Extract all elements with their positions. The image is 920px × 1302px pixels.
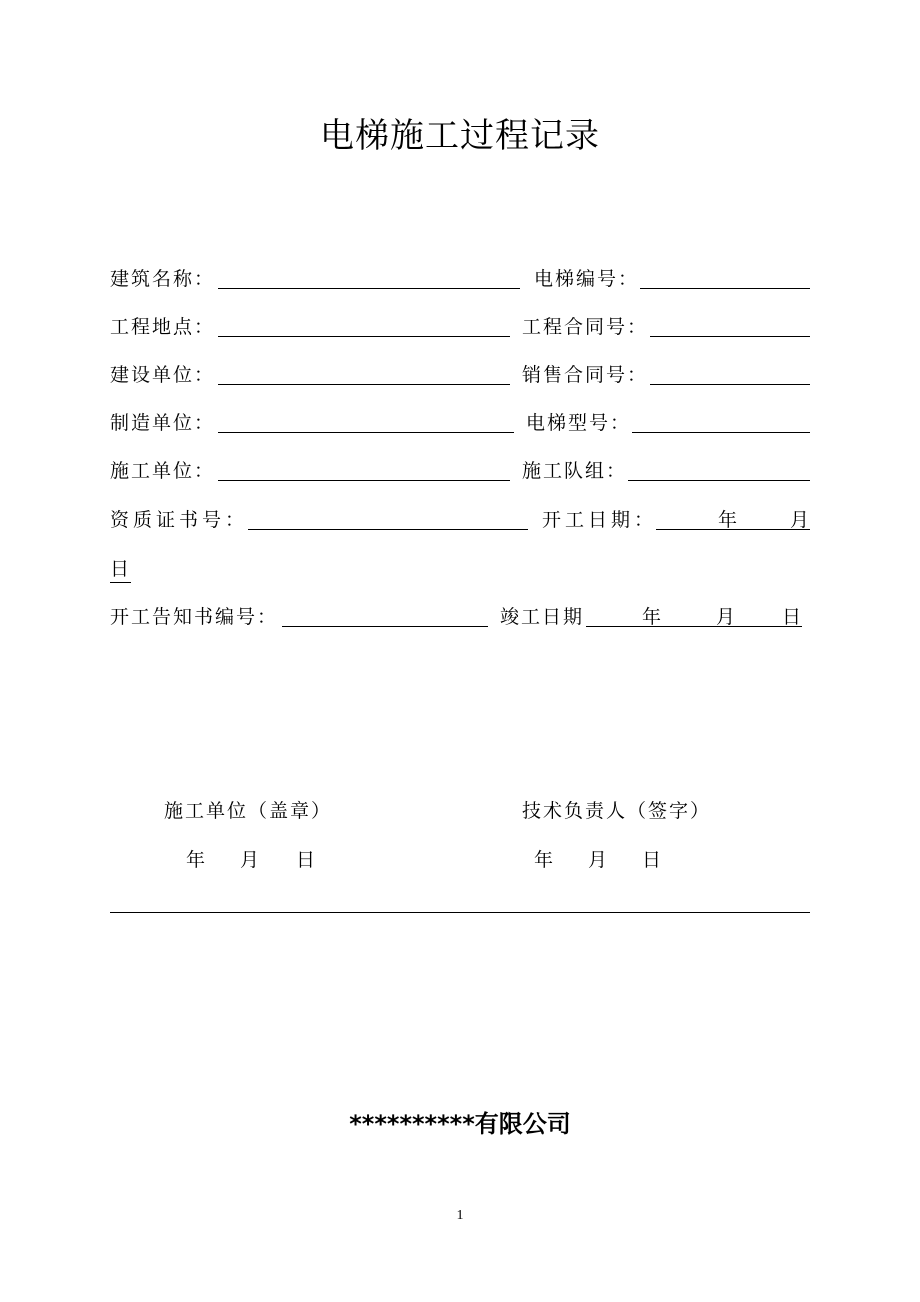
elevator-model-label: 电梯型号：	[526, 412, 632, 434]
qualification-label: 资质证书号：	[110, 509, 249, 531]
form-row-manufacturer	[110, 408, 810, 438]
construction-seal-label: 施工单位（盖章）	[164, 800, 333, 822]
sign-date-day: 日	[642, 849, 664, 871]
form-row-qualification	[110, 505, 810, 535]
completion-date-label: 竣工日期	[500, 606, 585, 628]
construction-unit-field[interactable]	[218, 480, 510, 481]
project-site-field[interactable]	[218, 336, 510, 337]
construction-team-field[interactable]	[628, 480, 810, 481]
completion-date-field[interactable]	[586, 626, 802, 627]
seal-date-month: 月	[240, 849, 262, 871]
form-row-building	[110, 264, 810, 294]
construction-unit-label: 施工单位：	[110, 460, 216, 482]
qualification-field[interactable]	[248, 529, 528, 530]
seal-date-year: 年	[186, 849, 208, 871]
elevator-model-field[interactable]	[632, 432, 810, 433]
manufacturer-label: 制造单位：	[110, 412, 216, 434]
building-name-label: 建筑名称：	[110, 268, 216, 290]
page-number: 1	[456, 1208, 464, 1223]
page-title: 电梯施工过程记录	[320, 116, 600, 156]
completion-date-day: 日	[782, 606, 804, 628]
sales-contract-label: 销售合同号：	[522, 364, 649, 386]
sales-contract-field[interactable]	[650, 384, 810, 385]
start-date-month: 月	[790, 509, 812, 531]
completion-date-month: 月	[716, 606, 738, 628]
building-name-field[interactable]	[218, 288, 520, 289]
start-notice-field[interactable]	[282, 626, 488, 627]
form-row-notice	[110, 602, 810, 632]
seal-date-day: 日	[296, 849, 318, 871]
sign-date-year: 年	[534, 849, 556, 871]
project-site-label: 工程地点：	[110, 316, 216, 338]
project-contract-label: 工程合同号：	[522, 316, 649, 338]
tech-lead-sign-label: 技术负责人（签字）	[522, 800, 712, 822]
form-row-start-day	[110, 554, 810, 584]
start-date-day: 日	[110, 554, 131, 583]
construction-team-label: 施工队组：	[522, 460, 628, 482]
section-divider	[110, 912, 810, 913]
start-notice-label: 开工告知书编号：	[110, 606, 279, 628]
project-contract-field[interactable]	[650, 336, 810, 337]
manufacturer-field[interactable]	[218, 432, 514, 433]
elevator-no-label: 电梯编号：	[534, 268, 640, 290]
start-date-year: 年	[718, 509, 740, 531]
form-row-construction	[110, 456, 810, 486]
form-row-site	[110, 312, 810, 342]
form-row-builder	[110, 360, 810, 390]
sign-date-month: 月	[588, 849, 610, 871]
start-date-label: 开工日期：	[542, 509, 658, 531]
builder-unit-field[interactable]	[218, 384, 510, 385]
elevator-no-field[interactable]	[640, 288, 810, 289]
company-name: **********有限公司	[349, 1110, 571, 1138]
builder-unit-label: 建设单位：	[110, 364, 216, 386]
completion-date-year: 年	[642, 606, 664, 628]
